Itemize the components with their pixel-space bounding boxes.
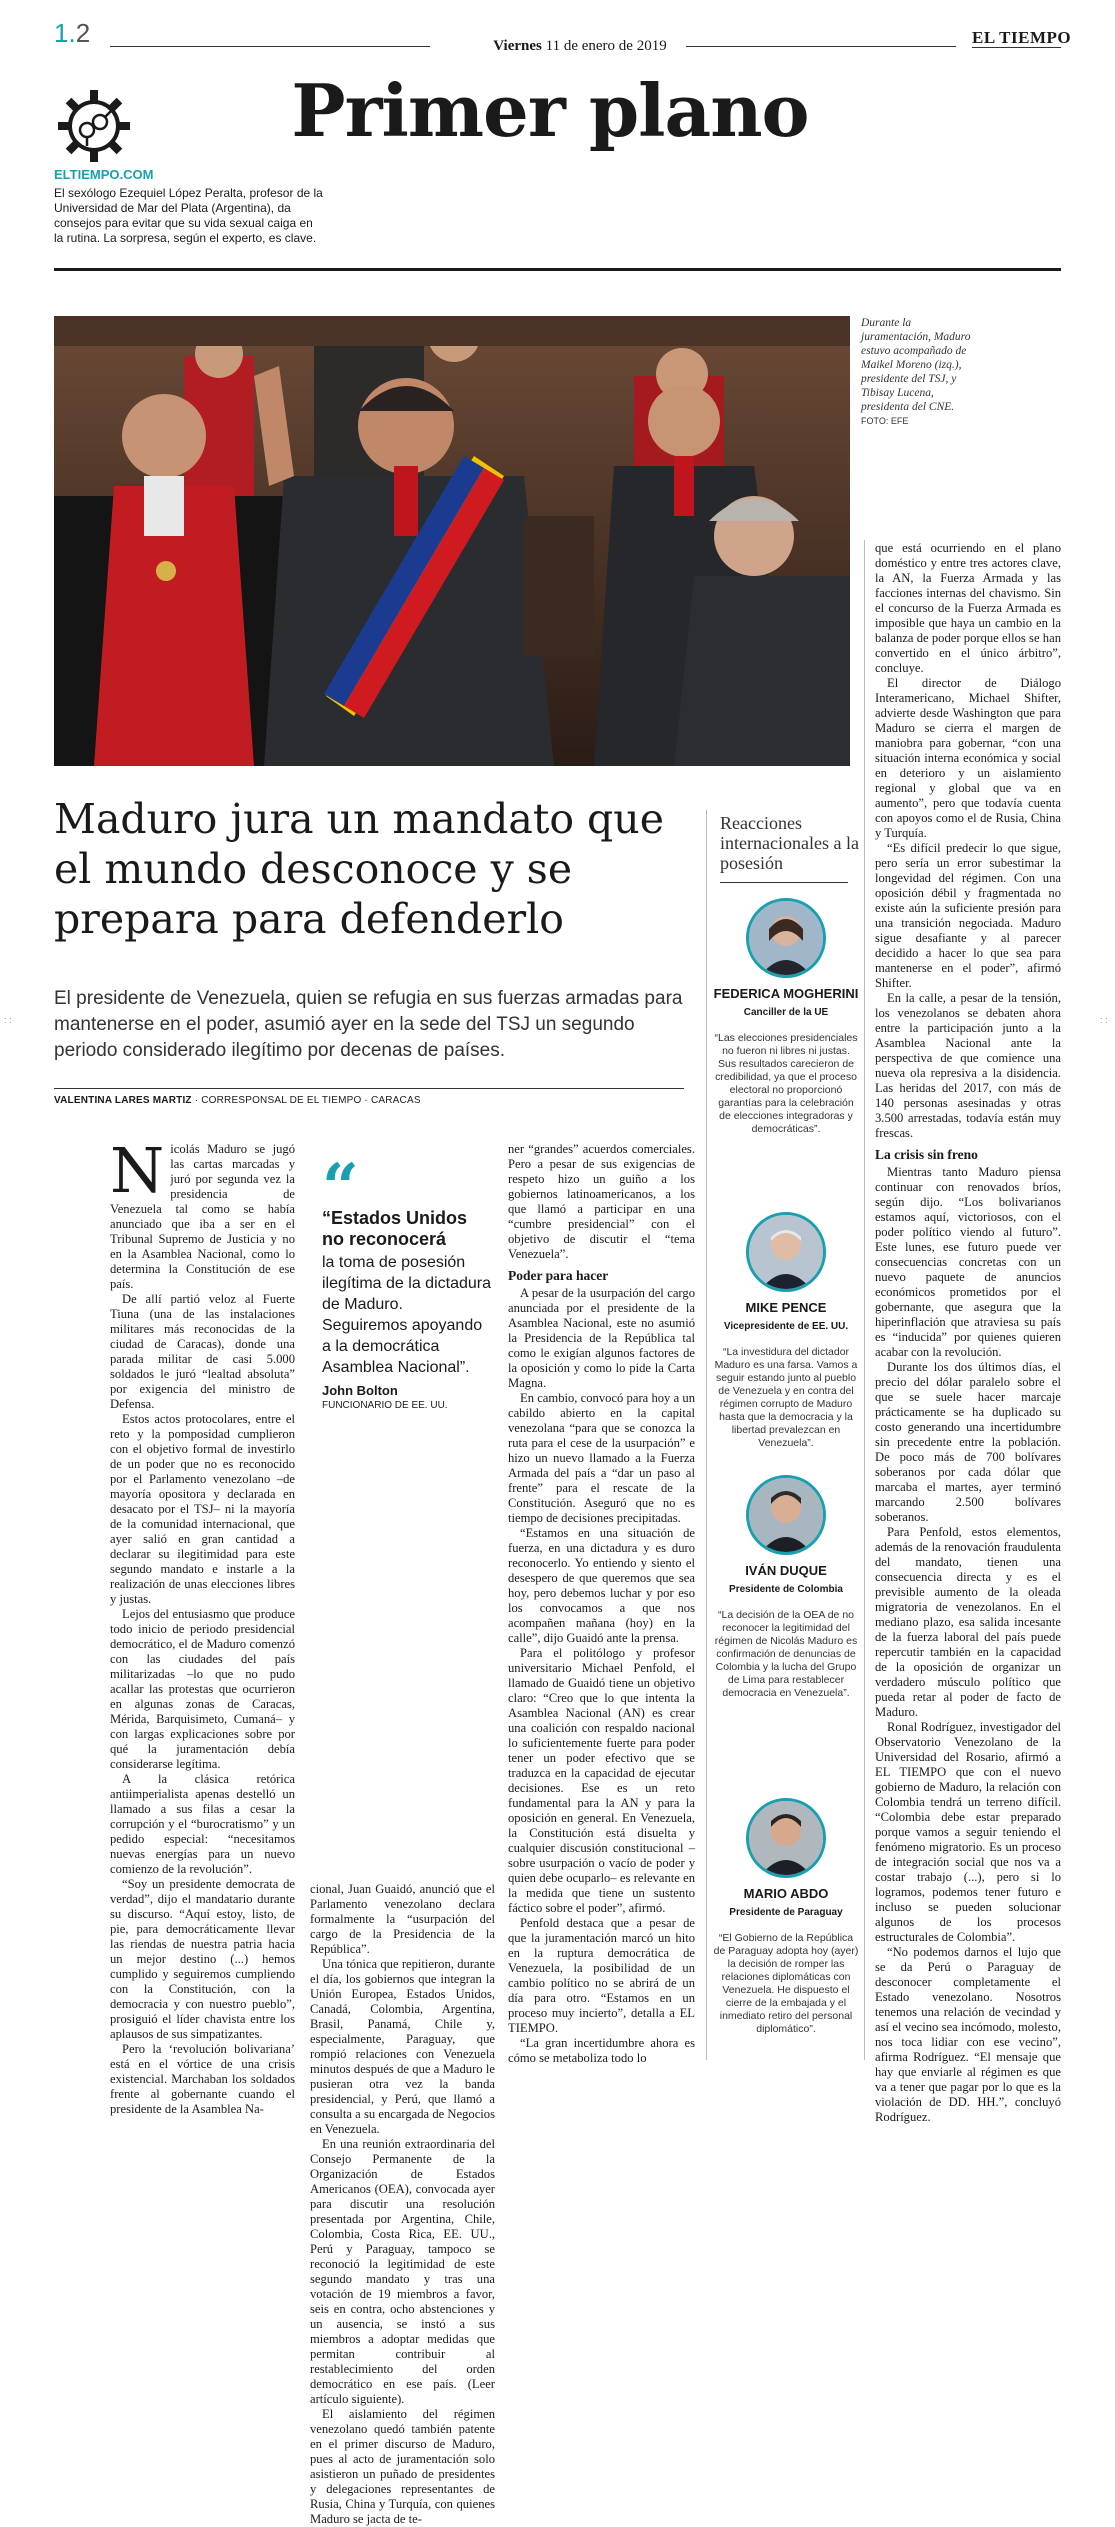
paragraph: “La gran incertidumbre ahora es cómo se metaboliza todo lo (508, 2036, 695, 2065)
reaction-name: MARIO ABDO (743, 1886, 829, 1901)
quote-title: “Estados Unidos no reconocerá (322, 1208, 468, 1249)
gear-icon (56, 88, 132, 164)
header-thick-rule (54, 268, 1061, 271)
paragraph: Durante los dos últimos días, el precio del dólar paralelo sobre el que se suele hacer marcaje prácticamente se ha duplicado su costo generando una incertidumbre sin precedente entre la población. De poco más de 700 bolívares soberanos por cada dólar que marcaba el martes, ayer terminó marcando 2.500 bolívares soberanos. (875, 1360, 1061, 1524)
reaction-text: “El Gobierno de la República de Paraguay adopta hoy (ayer) la decisión de romper las relaciones diplomáticas con Venezuela. He dispuesto el cierre de la embajada y el inmediato retiro del personal diplomático”. (713, 1932, 859, 2035)
avatar (746, 1798, 826, 1878)
paragraph: De allí partió veloz al Fuerte Tiuna (una de las instalaciones militares más reconocidas de la ciudad de Caracas), donde una parada militar de casi 5.000 soldados le juró “lealtad absoluta” por exigencia del ministro de Defensa. (110, 1292, 295, 1411)
subhead: Poder para hacer (508, 1268, 609, 1283)
article-column-2 (310, 1882, 495, 2527)
reaction-role: Vicepresidente de EE. UU. (723, 1321, 849, 1332)
teaser-site[interactable]: ELTIEMPO.COM (54, 167, 154, 182)
main-photo (54, 316, 850, 766)
quote-mark-icon: “ (322, 1150, 359, 1225)
paragraph: que está ocurriendo en el plano doméstico y entre tres actores clave, la AN, la Fuerza Armada y las facciones internas del chavismo. Sin el concurso de la Fuerza Armada es imposible que haya un cambio en la balanza de poder porque ellos se han convertido en el único árbitro”, concluye. (875, 541, 1061, 675)
paragraph: Penfold destaca que a pesar de que la juramentación marcó un hito en la ruptura democrática de Venezuela, la posibilidad de un cambio político no se abrirá de un día para otro. “Estamos en un proceso muy incierto”, detalla a EL TIEMPO. (508, 1916, 695, 2035)
drop-cap: N (110, 1134, 165, 1207)
paragraph: cional, Juan Guaidó, anunció que el Parlamento venezolano declara formalmente la “usurpación del cargo de la Presidencia de la República”. (310, 1882, 495, 1956)
paragraph: El aislamiento del régimen venezolano quedó también patente en el primer discurso de Maduro, pues al acto de juramentación solo asistieron un puñado de presidentes y delegaciones representantes de Rusia, China y Turquía, con quienes Maduro se jacta de te- (310, 2407, 495, 2526)
reaction-role: Presidente de Paraguay (729, 1907, 843, 1918)
paragraph: Mientras tanto Maduro piensa continuar con renovados bríos, según dijo. “Los bolivarianos estamos aquí, victoriosos, con el poder político viendo al futuro”. Este lunes, ese futuro puede ver consecuencias concretas con un nuevo paquete de anuncios económicos prometidos por el gobernante, que asegura que la hiperinflación que atraviesa su país es “inducida” por quienes quieren acabar con la revolución. (875, 1165, 1061, 1359)
paragraph: ner “grandes” acuerdos comerciales. Pero a pesar de sus exigencias de respeto hizo un guiño a los gobiernos latinoamericanos, a los que llamó a participar en una “cumbre presidencial” con el objetivo de discutir el “tema Venezuela”. (508, 1142, 695, 1261)
avatar (746, 1212, 826, 1292)
reactions-title: Reacciones internacionales a la posesión (720, 813, 859, 873)
avatar (746, 898, 826, 978)
paragraph: “Estamos en una situación de fuerza, en una dictadura y es duro reconocerlo. Yo entiendo y siento el desespero de que queremos que sea hoy, pero debemos luchar y por eso los convocamos a que nos acompañen mañana (hoy) en la calle”, dijo Guaidó ante la prensa. (508, 1526, 695, 1645)
paragraph: “No podemos darnos el lujo que se da Perú o Paraguay de desconocer completamente el Estado venezolano. Nosotros tenemos una relación de vecindad y así el vecino sea incómodo, molesto, nos toca lidiar con ese vecino”, afirma Rodríguez. “El mensaje que hay que enviarle al régimen es que va a tener que pagar por lo que es la violación de DD. HH.”, concluyó Rodríguez. (875, 1945, 1061, 2124)
paragraph: El director de Diálogo Interamericano, Michael Shifter, advierte desde Washington que para Maduro se cierra el margen de maniobra para gobernar, “con una situación interna económica y social en deterioro y un aislamiento regional y global que va en aumento”, pero que todavía cuenta con apoyos como el de Rusia, China y Turquía. (875, 676, 1061, 840)
paragraph: En cambio, convocó para hoy a un cabildo abierto en la capital venezolana “para que se conozca la ruta para el cese de la usurpación” e hizo un nuevo llamado a la Fuerza Armada del país a “dar un paso al frente” para el rescate de la Constitución. Aseguró que no es tiempo de decisiones precipitadas. (508, 1391, 695, 1525)
paragraph: Lejos del entusiasmo que produce todo inicio de periodo presidencial democrático, el de Maduro comenzó con las ciudades del país militarizadas –lo que no pudo acallar las protestas que ocurrieron en algunas zonas de Caracas, Mérida, Barquisimeto, Cumaná– y con largas explicaciones sobre por qué la juramentación debía considerarse legítima. (110, 1607, 295, 1771)
reaction-card (712, 1475, 860, 1700)
brand-underline (972, 47, 1061, 48)
article-column-3 (508, 1142, 695, 2066)
header-rule-left (110, 46, 430, 47)
paragraph: A pesar de la usurpación del cargo anunciada por el presidente de la Asamblea Nacional, este no asumió la Presidencia de la República tal como le exigían algunos factores de la oposición y como lo pide la Carta Magna. (508, 1286, 695, 1390)
sidebar-separator-left (706, 810, 707, 2060)
article-byline: VALENTINA LARES MARTIZ · CORRESPONSAL DE EL TIEMPO · CARACAS (54, 1088, 684, 1106)
paragraph: “Es difícil predecir lo que sigue, pero sería un error subestimar la longevidad del régimen. Con una oposición débil y fragmentada no existe aún la suficiente presión para una transición negociada. Maduro sigue desafiante y al parecer decidido a hacer lo que sea para mantenerse en el poder”, afirmó Shifter. (875, 841, 1061, 990)
newspaper-brand: EL TIEMPO (972, 28, 1072, 47)
paragraph: A la clásica retórica antiimperialista apenas destelló un llamado a sus filas a cesar la corrupción y el “burocratismo” y un pedido especial: “necesitamos nuevas energías para un nuevo comienzo de la revolución”. (110, 1772, 295, 1876)
reaction-name: MIKE PENCE (745, 1300, 827, 1315)
article-headline: Maduro jura un mandato que el mundo desconoce y se prepara para defenderlo (54, 795, 664, 943)
photo-caption: Durante la juramentación, Maduro estuvo acompañado de Maikel Moreno (izq.), presidente del TSJ, y Tibisay Lucena, presidenta del CNE. FOTO: EFE (861, 317, 971, 426)
quote-body: la toma de posesión ilegítima de la dictadura de Maduro. Seguiremos apoyando a la democrática Asamblea Nacional”. (322, 1254, 491, 1376)
reaction-card (712, 898, 860, 1136)
reactions-rule (720, 882, 848, 883)
reaction-card (712, 1212, 860, 1450)
reaction-name: FEDERICA MOGHERINI (713, 986, 859, 1001)
registration-mark-left: : : (4, 1015, 12, 1025)
reaction-card (712, 1798, 860, 2036)
teaser-text: El sexólogo Ezequiel López Peralta, profesor de la Universidad de Mar del Plata (Argentina), da consejos para evitar que su vida sexual caiga en la rutina. La sorpresa, según el experto, es clave. (54, 186, 323, 245)
section-title: Primer plano (291, 68, 809, 153)
page-number: 1.2 (54, 18, 91, 48)
sidebar-separator-right (864, 540, 865, 2060)
reaction-text: “La decisión de la OEA de no reconocer la legitimidad del régimen de Nicolás Maduro es confirmación de denuncias de Colombia y la lucha del Grupo de Lima para restablecer democracia en Venezuela”. (714, 1609, 858, 1699)
article-column-4 (875, 541, 1061, 2125)
paragraph: En una reunión extraordinaria del Consejo Permanente de la Organización de Estados Americanos (OEA), convocada ayer para discutir una resolución presentada por Argentina, Chile, Colombia, Costa Rica, EE. UU., Perú y Paraguay, tampoco se reconoció la legitimidad de este segundo mandato y tras una votación de 19 miembros a favor, seis en contra, ocho abstenciones y un ausencia, se instó a sus miembros a adoptar medidas que permitan contribuir al restablecimiento del orden democrático en ese país. (Leer artículo siguiente). (310, 2137, 495, 2406)
paragraph: En la calle, a pesar de la tensión, los venezolanos se debaten ahora entre la participación junto a la Asamblea Nacional ante la perspectiva de que comience una nueva ola represiva a la disidencia. Las heridas del 2017, con más de 140 personas asesinadas y otras 3.500 arrestadas, todavía están muy frescas. (875, 991, 1061, 1140)
header-rule-right (686, 46, 956, 47)
article-deck: El presidente de Venezuela, quien se refugia en sus fuerzas armadas para mantenerse en el poder, asumió ayer en la sede del TSJ un segundo periodo considerado ilegítimo por decenas de países. (54, 988, 683, 1061)
paragraph: Estos actos protocolares, entre el reto y la pomposidad cumplieron con el objetivo formal de investirlo de un poder que no es reconocido por el Parlamento venezolano –de mayoría opositora y declarada en desacato por el TSJ– ni la mayoría de la comunidad internacional, que ayer salió en gran cantidad a declarar su ilegitimidad para este segundo mandato e instarle a la realización de unas elecciones libres y justas. (110, 1412, 295, 1606)
quote-role: FUNCIONARIO DE EE. UU. (322, 1400, 448, 1411)
paragraph: Pero la ‘revolución bolivariana’ está en el vórtice de una crisis existencial. Marchaban los soldados frente al gobernante cuando el presidente de la Asamblea Na- (110, 2042, 295, 2116)
paragraph: Una tónica que repitieron, durante el día, los gobiernos que integran la Unión Europea, Estados Unidos, Canadá, Colombia, Argentina, Brasil, Panamá, Chile y, especialmente, Paraguay, que rompió relaciones con Venezuela minutos después de que a Maduro le pusieran otra vez la banda presidencial, y Perú, que llamó a consulta a su encargada de Negocios en Venezuela. (310, 1957, 495, 2136)
avatar (746, 1475, 826, 1555)
photo-illustration (54, 316, 850, 766)
article-column-1 (110, 1134, 295, 2117)
paragraph: icolás Maduro se jugó las cartas marcadas y juró por segunda vez la presidencia de Venezuela tal como se había anunciado que iba a ser en el Tribunal Supremo de Justicia y no en la Asamblea Nacional, como lo determina la Constitución de ese país. (110, 1142, 295, 1291)
reaction-role: Presidente de Colombia (729, 1584, 843, 1595)
paragraph: Para Penfold, estos elementos, además de la renovación fraudulenta del mandato, tienen una consecuencia directa y es el previsible aumento de la oleada migratoria de venezolanos. En el mediano plazo, esa salida incesante de la fuerza laboral del país puede repercutir también en la capacidad de la oposición de organizar un verdadero músculo político que pueda retar al poder de facto de Maduro. (875, 1525, 1061, 1719)
subhead: La crisis sin freno (875, 1147, 978, 1162)
photo-credit: FOTO: EFE (861, 416, 909, 426)
registration-mark-right: : : (1100, 1015, 1108, 1025)
quote-author: John Bolton (322, 1383, 398, 1398)
reaction-name: IVÁN DUQUE (745, 1563, 827, 1578)
paragraph: “Soy un presidente democrata de verdad”, dijo el mandatario durante su discurso. “Aquí estoy, listo, de pie, para democráticamente llevar las riendas de nuestra patria hacia un mejor destino (...) hemos cumplido y seguiremos cumpliendo con la Constitución, con la democracia y con nuestro pueblo”, prosiguió el líder chavista entre los aplausos de sus simpatizantes. (110, 1877, 295, 2041)
dateline: Viernes 11 de enero de 2019 (493, 38, 667, 54)
paragraph: Para el politólogo y profesor universitario Michael Penfold, el llamado de Guaidó tiene un objetivo claro: “Creo que lo que intenta la Asamblea Nacional (AN) es crear una coalición con respaldo nacional lo suficientemente fuerte para poder tener un poder efectivo que se traduzca en la capacidad de ejecutar decisiones. Ese es un reto fundamental para la AN y para la oposición en general. En Venezuela, la Constitución está disuelta y cualquier discusión constitucional –sobre usurpación o vacío de poder y quien debe ocuparlo– es relevante en la medida que tiene un sustento fáctico sobre el poder”, afirmó. (508, 1646, 695, 1915)
paragraph: Ronal Rodríguez, investigador del Observatorio Venezolano de la Universidad del Rosario, afirmó a EL TIEMPO que con el nuevo gobierno de Maduro, la relación con Colombia tendrá un terreno difícil. “Colombia debe estar preparado porque vamos a seguir teniendo el fenómeno migratorio. Es un proceso de integración social que nos va a costar trabajo (...), pero si lo logramos, podemos tener futuro e incluso se pueden solucionar algunos de los procesos estructurales de Colombia”. (875, 1720, 1061, 1944)
reaction-text: “La investidura del dictador Maduro es una farsa. Vamos a seguir estando junto al pueblo de Venezuela y en contra del régimen corrupto de Maduro hasta que la democracia y la libertad prevalezcan en Venezuela”. (714, 1346, 858, 1449)
reaction-text: “Las elecciones presidenciales no fueron ni libres ni justas. Sus resultados carecieron de credibilidad, ya que el proceso electoral no proporcionó garantías para la celebración de elecciones integradoras y democráticas”. (714, 1032, 858, 1135)
reaction-role: Canciller de la UE (743, 1007, 829, 1018)
